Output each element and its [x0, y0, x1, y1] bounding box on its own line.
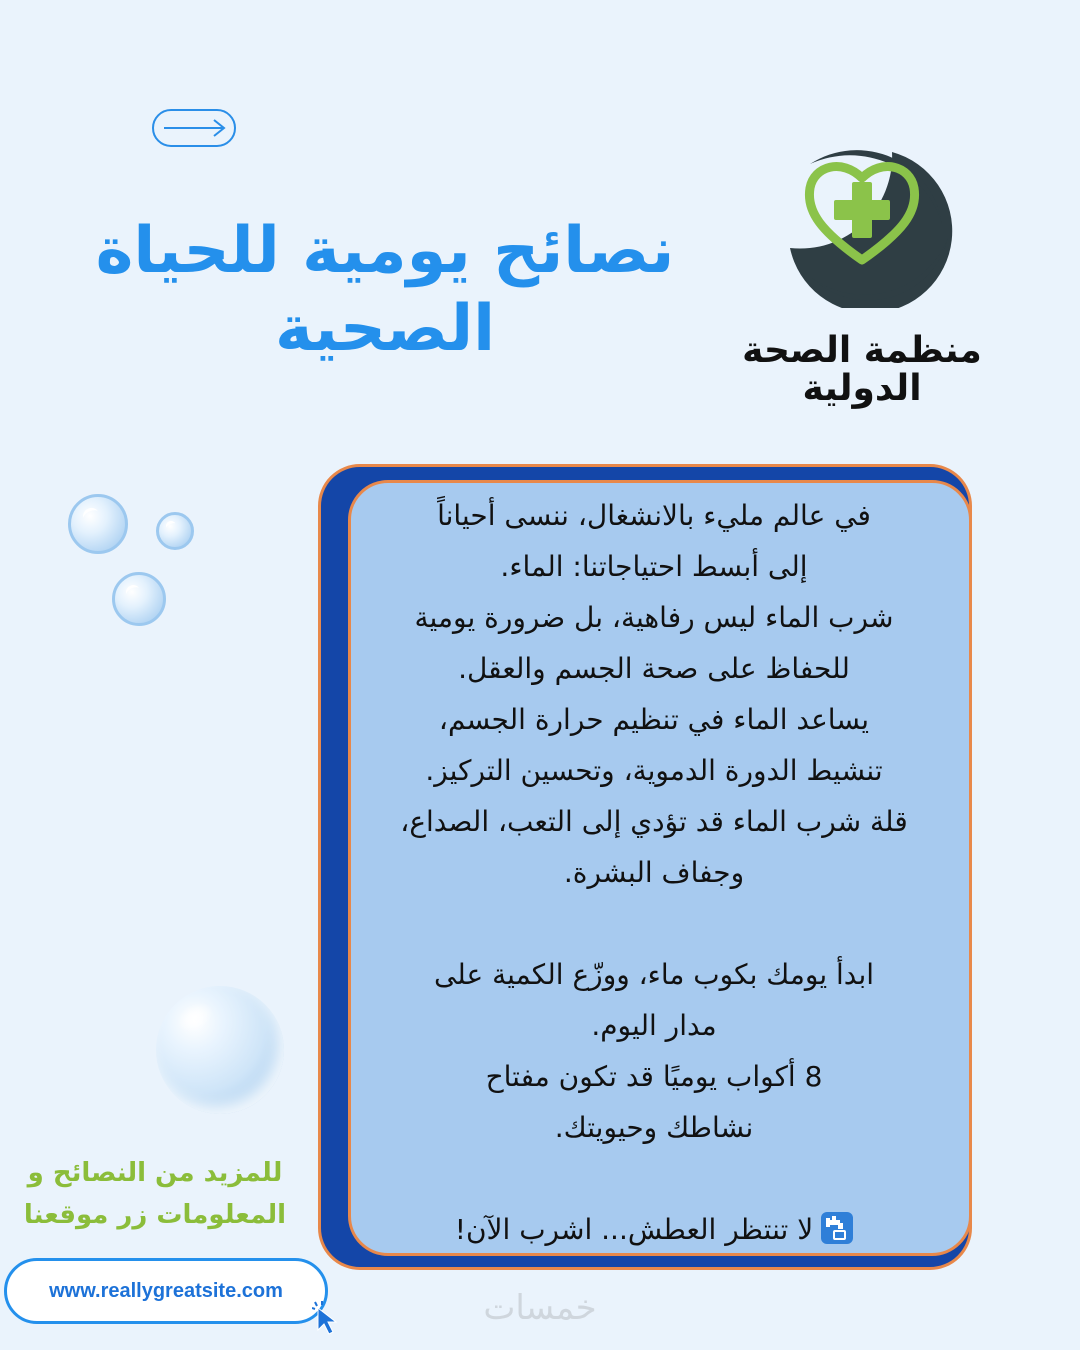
card-line: في عالم مليء بالانشغال، ننسى أحياناً [437, 499, 871, 532]
large-bubble-decoration [156, 986, 284, 1114]
card-line: إلى أبسط احتياجاتنا: الماء. [500, 550, 808, 583]
info-card-text [352, 490, 956, 1255]
card-line: ابدأ يومك بكوب ماء، ووزّع الكمية على [433, 958, 875, 991]
website-url[interactable]: www.reallygreatsite.com [49, 1279, 283, 1302]
org-name-line-2: الدولية [802, 368, 922, 409]
arrow-right-icon [162, 118, 228, 138]
card-line: شرب الماء ليس رفاهية، بل ضرورة يومية [414, 601, 894, 634]
card-line: نشاطك وحيويتك. [554, 1111, 754, 1144]
next-arrow-button[interactable] [152, 109, 236, 147]
card-line: يساعد الماء في تنظيم حرارة الجسم، [438, 703, 870, 736]
more-info-text [10, 1152, 300, 1236]
bubble-decoration [156, 512, 194, 550]
organization-logo [752, 128, 972, 308]
closing-text: لا تنتظر العطش... اشرب الآن! [454, 1213, 814, 1246]
org-name-line-1: منظمة الصحة [742, 330, 982, 371]
organization-name [712, 332, 1012, 408]
bubble-decoration [68, 494, 128, 554]
bubble-decoration [112, 572, 166, 626]
heart-plus-icon [752, 128, 972, 308]
water-tap-icon [821, 1212, 853, 1244]
card-line: تنشيط الدورة الدموية، وتحسين التركيز. [425, 754, 883, 787]
card-line: قلة شرب الماء قد تؤدي إلى التعب، الصداع، [400, 805, 908, 838]
more-info-line-2: المعلومات زر موقعنا [23, 1200, 287, 1230]
watermark: خمسات [483, 1288, 597, 1328]
more-info-line-1: للمزيد من النصائح و [27, 1158, 283, 1188]
card-line: للحفاظ على صحة الجسم والعقل. [458, 652, 850, 685]
page-title [60, 212, 710, 368]
closing-line [352, 1204, 956, 1255]
cursor-click-icon [312, 1300, 342, 1340]
title-line-2: الصحية [274, 292, 496, 366]
card-line: 8 أكواب يوميًا قد تكون مفتاح [485, 1060, 823, 1093]
website-link-button[interactable] [4, 1258, 328, 1324]
card-line: مدار اليوم. [591, 1009, 717, 1042]
title-line-1: نصائح يومية للحياة [95, 214, 675, 288]
card-line: وجفاف البشرة. [563, 856, 745, 889]
